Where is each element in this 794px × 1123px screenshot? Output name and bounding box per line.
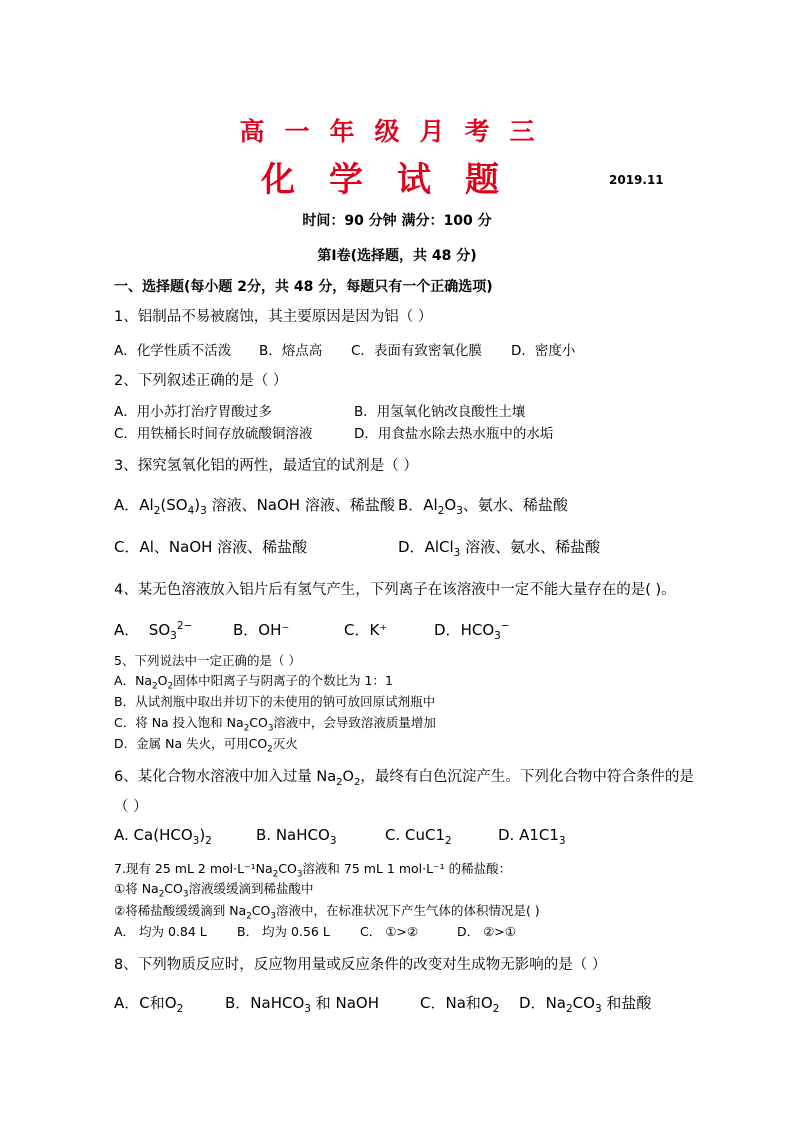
- section-heading: 一、选择题(每小题 2分，共 48 分，每题只有一个正确选项): [114, 279, 493, 295]
- question-8-option-c: C．Na和$O_2$: [420, 994, 500, 1015]
- question-6-paren: （ ）: [114, 799, 148, 815]
- volume-heading: 第Ⅰ卷(选择题，共 48 分): [317, 248, 477, 264]
- question-6-option-b: B. NaHCO$_3$: [256, 826, 337, 847]
- question-4-option-c: C．K⁺: [344, 621, 388, 639]
- question-4-stem: 4、某无色溶液放入铝片后有氢气产生，下列离子在该溶液中一定不能大量存在的是( )。: [114, 582, 676, 598]
- question-2-option-d: D．用食盐水除去热水瓶中的水垢: [354, 426, 554, 442]
- question-2-option-c: C．用铁桶长时间存放硫酸铜溶液: [114, 426, 313, 442]
- question-3-option-c: C．Al、NaOH 溶液、稀盐酸: [114, 538, 308, 556]
- question-5-stem: 5、下列说法中一定正确的是（ ）: [114, 653, 301, 668]
- question-7-statement-1: ①将 $Na_2CO_3$溶液缓缓滴到稀盐酸中: [114, 881, 314, 900]
- question-4-option-b: B．OH⁻: [233, 621, 290, 639]
- question-6-option-a: A. $Ca(HCO_3)_2$: [114, 826, 212, 847]
- exam-title-subject: 化学试题: [261, 160, 533, 200]
- question-1-option-c: C．表面有致密氧化膜: [351, 343, 482, 359]
- exam-time-score: 时间：90 分钟 满分：100 分: [302, 213, 492, 229]
- question-8-stem: 8、下列物质反应时，反应物用量或反应条件的改变对生成物无影响的是（ ）: [114, 957, 607, 973]
- question-8-option-a: A．C和$O_2$: [114, 994, 184, 1015]
- question-4-option-a: A． $SO_3^{2-}$: [114, 620, 193, 642]
- question-1-option-a: A．化学性质不活泼: [114, 343, 232, 359]
- question-6-option-c: C. $CuC1_2$: [385, 826, 452, 847]
- question-5-option-d: D．金属 Na 失火，可用$CO_2$灭火: [114, 736, 298, 755]
- question-7-option-c: C． ①>②: [360, 924, 419, 939]
- question-2-stem: 2、下列叙述正确的是（ ）: [114, 373, 288, 389]
- question-3-option-d: D．AlCl$_3$ 溶液、氨水、稀盐酸: [398, 538, 601, 559]
- question-5-option-b: B．从试剂瓶中取出并切下的未使用的钠可放回原试剂瓶中: [114, 694, 436, 709]
- question-1-option-b: B．熔点高: [259, 343, 323, 359]
- question-5-option-c: C．将 Na 投入饱和 $Na_2CO_3$溶液中，会导致溶液质量增加: [114, 715, 436, 734]
- question-3-stem: 3、探究氢氧化铝的两性，最适宜的试剂是（ ）: [114, 458, 418, 474]
- question-2-option-b: B．用氢氧化钠改良酸性土壤: [354, 404, 526, 420]
- question-7-stem: 7.现有 25 mL 2 $mol\cdot L^{-1}Na_2CO_3$溶液和 75 mL 1 mol·L⁻¹ 的稀盐酸：: [114, 861, 512, 880]
- question-3-option-b: B．$Al_2O_3$、氨水、稀盐酸: [398, 496, 568, 517]
- question-2-option-a: A．用小苏打治疗胃酸过多: [114, 404, 272, 420]
- question-7-option-a: A． 均为 0.84 L: [114, 924, 207, 939]
- question-8-option-d: D．$Na_2CO_3$ 和盐酸: [519, 994, 652, 1015]
- question-7-option-d: D． ②>①: [457, 924, 516, 939]
- question-7-statement-2: ②将稀盐酸缓缓滴到 $Na_2CO_3$溶液中，在标准状况下产生气体的体积情况是( ): [114, 903, 540, 922]
- exam-title-grade: 高一年级月考三: [239, 117, 555, 146]
- question-6-stem: 6、某化合物水溶液中加入过量 $Na_2O_2$，最终有白色沉淀产生。下列化合物中符合条件的是: [114, 769, 694, 788]
- question-5-option-a: A．$Na_2O_2$固体中阳离子与阴离子的个数比为 1：1: [114, 673, 393, 692]
- question-1-option-d: D．密度小: [511, 343, 576, 359]
- exam-date: 2019.11: [609, 173, 664, 187]
- question-6-option-d: D. $A1C1_3$: [498, 826, 566, 847]
- question-4-option-d: D．$HCO_3^-$: [434, 620, 510, 642]
- question-3-option-a: A．$Al_2(SO_4)_3$ 溶液、NaOH 溶液、稀盐酸: [114, 496, 395, 517]
- question-1-stem: 1、铝制品不易被腐蚀，其主要原因是因为铝（ ）: [114, 309, 433, 325]
- question-7-option-b: B． 均为 0.56 L: [237, 924, 330, 939]
- question-8-option-b: B．NaHCO$_3$ 和 NaOH: [225, 994, 380, 1015]
